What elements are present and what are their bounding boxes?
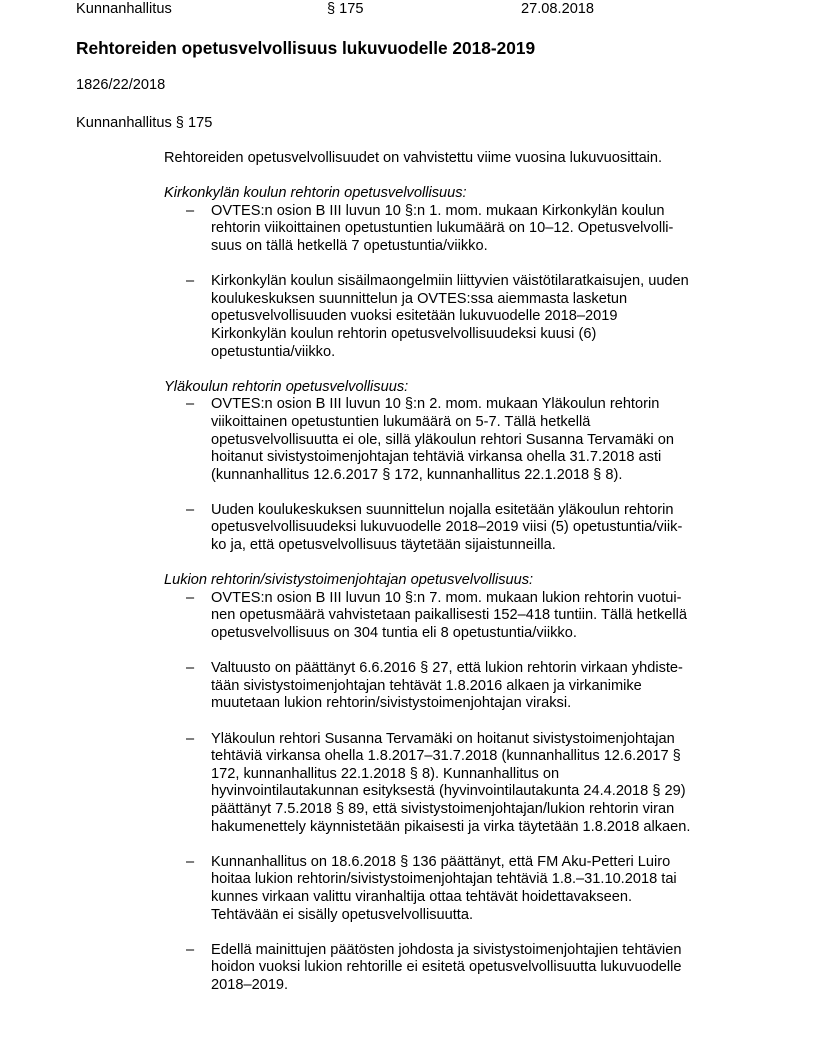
list-item [164,502,744,555]
intro-paragraph: Rehtoreiden opetusvelvollisuudet on vahvistettu viime vuosina lukuvuosittain. [164,150,663,166]
list-item [164,396,744,484]
list-item-text-line: hoidon vuoksi lukion rehtorille ei esitetä opetusvelvollisuutta lukuvuodelle [211,959,682,976]
list-item-text-line: ko ja, että opetusvelvollisuus täytetään sijaistunneilla. [211,537,556,554]
dash-bullet-icon: – [186,660,195,677]
list-item [164,731,744,837]
list-item-text-line: opetusvelvollisuudeksi lukuvuodelle 2018–2019 viisi (5) opetustuntia/viik- [211,519,683,536]
dash-bullet-icon: – [186,396,195,413]
list-item-text-line: muutetaan lukion rehtorin/sivistystoimenjohtajan viraksi. [211,695,572,712]
body-section-reference: Kunnanhallitus § 175 [76,115,213,131]
list-item-text-line: hyvinvointilautakunnan esityksestä (hyvinvointilautakunta 24.4.2018 § 29) [211,783,686,800]
list-item-text-line: tehtäviä virkansa ohella 1.8.2017–31.7.2018 (kunnanhallitus 12.6.2017 § [211,748,681,765]
document-title: Rehtoreiden opetusvelvollisuus lukuvuodelle 2018-2019 [76,38,536,58]
list-item-text-line: OVTES:n osion B III luvun 10 §:n 2. mom. mukaan Yläkoulun rehtorin [211,396,660,413]
list-item [164,203,744,256]
list-item-text-line: nen opetusmäärä vahvistetaan paikallisesti 152–418 tuntiin. Tällä hetkellä [211,607,687,624]
list-item-text-line: 2018–2019. [211,976,289,993]
list-item-text-line: Kunnanhallitus on 18.6.2018 § 136 päättänyt, että FM Aku-Petteri Luiro [211,853,671,870]
list-item-text-line: Valtuusto on päättänyt 6.6.2016 § 27, että lukion rehtorin virkaan yhdiste- [211,660,683,677]
list-item-text-line: kunnes virkaan valittu viranhaltija ottaa tehtävät hoidettavakseen. [211,888,633,905]
list-item-text-line: hoitaa lukion rehtorin/sivistystoimenjohtajan tehtäviä 1.8.–31.10.2018 tai [211,871,677,888]
list-item-text-line: OVTES:n osion B III luvun 10 §:n 7. mom. mukaan lukion rehtorin vuotui- [211,589,682,606]
list-item-text-line: Kirkonkylän koulun rehtorin opetusvelvollisuudeksi kuusi (6) [211,325,597,342]
dash-bullet-icon: – [186,730,195,747]
group-heading: Yläkoulun rehtorin opetusvelvollisuus: [164,378,409,395]
list-item-text-line: tään sivistystoimenjohtajan tehtävät 1.8.2016 alkaen ja virkanimike [211,677,642,694]
group-heading: Lukion rehtorin/sivistystoimenjohtajan opetusvelvollisuus: [164,572,534,589]
list-item-text-line: koulukeskuksen suunnittelun ja OVTES:ssa aiemmasta lasketun [211,290,628,307]
dash-bullet-icon: – [186,202,195,219]
list-item-text-line: 172, kunnanhallitus 22.1.2018 § 8). Kunnanhallitus on [211,765,560,782]
dash-bullet-icon: – [186,589,195,606]
list-item [164,590,744,643]
list-item-text-line: hoitanut sivistystoimenjohtajan tehtäviä virkansa ohella 31.7.2018 asti [211,449,662,466]
list-item-text-line: rehtorin viikoittainen opetustuntien lukumäärä on 10–12. Opetusvelvolli- [211,220,674,237]
group-heading: Kirkonkylän koulun rehtorin opetusvelvollisuus: [164,185,467,202]
document-header [76,0,776,18]
list-item [164,942,744,995]
list-item-text-line: opetusvelvollisuutta ei ole, sillä yläkoulun rehtori Susanna Tervamäki on [211,431,674,448]
list-item-text-line: suus on tällä hetkellä 7 opetustuntia/viikko. [211,237,488,254]
list-item-text-line: viikoittainen opetustuntien lukumäärä on 5-7. Tällä hetkellä [211,413,591,430]
list-item-text-line: Yläkoulun rehtori Susanna Tervamäki on hoitanut sivistystoimenjohtajan [211,730,675,747]
header-date: 27.08.2018 [521,1,595,17]
case-id: 1826/22/2018 [76,77,166,93]
list-item-text-line: OVTES:n osion B III luvun 10 §:n 1. mom. mukaan Kirkonkylän koulun [211,202,665,219]
header-body-name: Kunnanhallitus [76,1,172,17]
list-item [164,854,744,924]
list-item-text-line: hakumenettely käynnistetään pikaisesti ja virka täytetään 1.8.2018 alkaen. [211,818,691,835]
list-item-text-line: Edellä mainittujen päätösten johdosta ja sivistystoimenjohtajien tehtävien [211,941,682,958]
list-item-text-line: Tehtävään ei sisälly opetusvelvollisuutta. [211,906,474,923]
list-item-text-line: opetustuntia/viikko. [211,343,336,360]
section-groups [164,185,744,994]
list-item-text-line: Uuden koulukeskuksen suunnittelun nojalla esitetään yläkoulun rehtorin [211,501,674,518]
dash-bullet-icon: – [186,273,195,290]
header-section-number: § 175 [327,1,364,17]
list-item-text-line: opetusvelvollisuus on 304 tuntia eli 8 opetustuntia/viikko. [211,625,577,642]
document-content [164,150,744,1012]
list-item [164,660,744,713]
list-item-text-line: Kirkonkylän koulun sisäilmaongelmiin liittyvien väistötilaratkaisujen, uuden [211,273,689,290]
list-item-text-line: (kunnanhallitus 12.6.2017 § 172, kunnanhallitus 22.1.2018 § 8). [211,466,623,483]
list-item-text-line: päättänyt 7.5.2018 § 89, että sivistystoimenjohtajan/lukion rehtorin viran [211,800,675,817]
dash-bullet-icon: – [186,853,195,870]
list-item-text-line: opetusvelvollisuuden vuoksi esitetään lukuvuodelle 2018–2019 [211,308,618,325]
list-item [164,273,744,361]
dash-bullet-icon: – [186,941,195,958]
dash-bullet-icon: – [186,501,195,518]
